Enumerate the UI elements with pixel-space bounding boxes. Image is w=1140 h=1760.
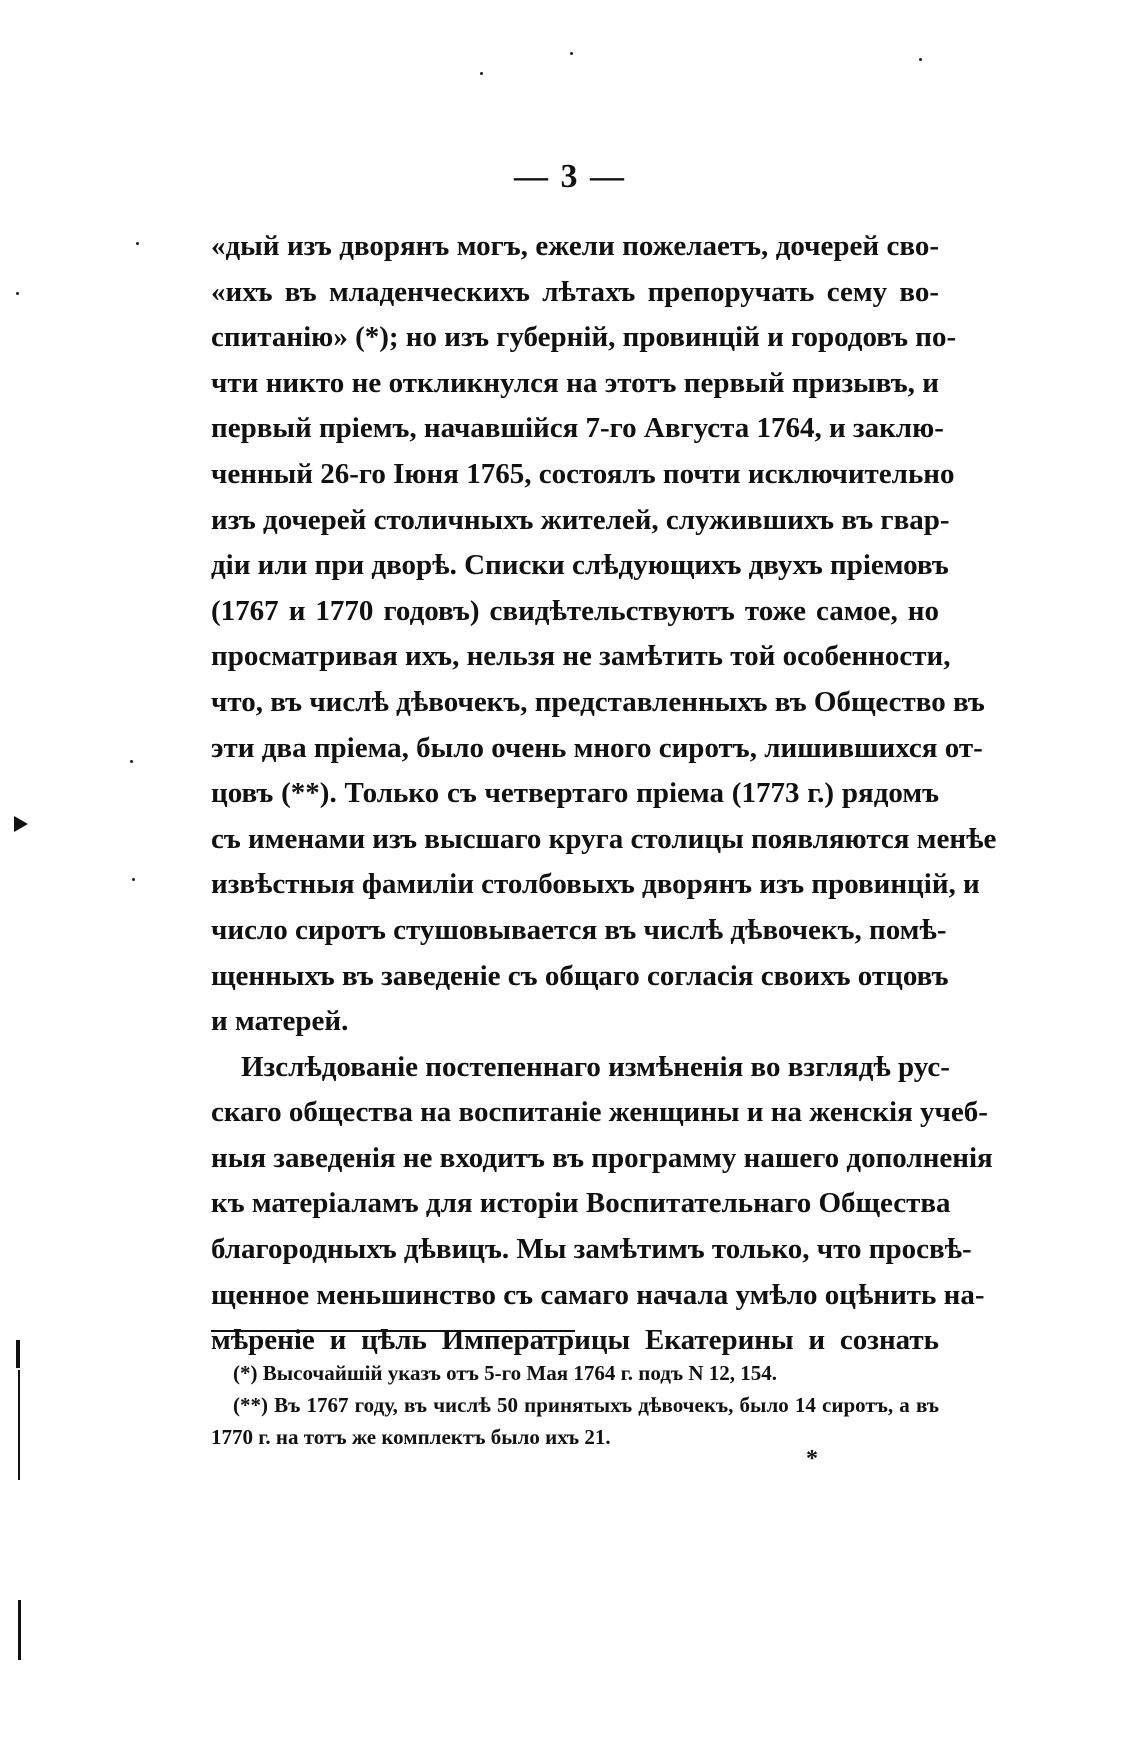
text-line: щенныхъ въ заведеніе съ общаго согласія своихъ отцовъ [211,959,949,992]
footnote-2-continuation: 1770 г. на тотъ же комплектъ было ихъ 21. [211,1425,611,1449]
text-line: и матерей. [211,1005,349,1038]
footnote-1: (*) Высочайшій указъ отъ 5-го Мая 1764 г. подъ N 12, 154. [233,1361,778,1385]
text-line: діи или при дворѣ. Списки слѣдующихъ двухъ пріемовъ [211,549,949,582]
text-line: что, въ числѣ дѣвочекъ, представленныхъ въ Общество въ [211,685,985,718]
body-text [211,224,997,1364]
scan-speck [570,52,573,55]
text-line: изъ дочерей столичныхъ жителей, служившихъ въ гвар- [211,503,950,536]
text-line: чти никто не откликнулся на этотъ первый призывъ, и [211,366,939,399]
footnote-2: (**) Въ 1767 году, въ числѣ 50 принятыхъ дѣвочекъ, было 14 сиротъ, а въ [233,1393,939,1417]
margin-binding-mark [16,1340,20,1368]
text-line: къ матеріаламъ для исторіи Воспитательнаго Общества [211,1187,951,1220]
text-line: Изслѣдованіе постепеннаго измѣненія во взглядѣ рус- [241,1050,950,1083]
text-line: число сиротъ стушовывается въ числѣ дѣвочекъ, помѣ- [211,913,947,946]
text-line: эти два пріема, было очень много сиротъ, лишившихся от- [211,731,983,764]
text-line: просматривая ихъ, нельзя не замѣтить той особенности, [211,640,951,673]
text-line: (1767 и 1770 годовъ) свидѣтельствуютъ тоже самое, но [211,594,939,627]
text-line: съ именами изъ высшаго круга столицы появляются менѣе [211,822,997,855]
text-line: мѣреніе и цѣль Императрицы Екатерины и сознать [211,1324,939,1357]
text-line: скаго общества на воспитаніе женщины и на женскія учеб- [211,1096,988,1129]
signature-mark: * [806,1446,818,1472]
text-line: «дый изъ дворянъ могъ, ежели пожелаетъ, дочерей сво- [211,230,939,262]
text-line: первый пріемъ, начавшійся 7-го Августа 1764, и заклю- [211,412,944,445]
scan-speck [16,292,19,295]
scan-speck [136,242,139,245]
text-line: благородныхъ дѣвицъ. Мы замѣтимъ только, что просвѣ- [211,1233,972,1266]
scan-speck [130,760,133,763]
scan-speck [480,72,483,75]
scan-speck [132,878,135,881]
scan-speck [919,58,922,61]
footnotes [211,1357,939,1453]
text-line: ныя заведенія не входитъ въ программу нашего дополненія [211,1141,993,1174]
text-line: «ихъ въ младенческихъ лѣтахъ препоручать сему во- [211,275,939,308]
text-line: цовъ (**). Только съ четвертаго пріема (1773 г.) рядомъ [211,777,939,810]
text-line: ченный 26-го Іюня 1765, состоялъ почти исключительно [211,457,955,490]
margin-arrow-icon [14,816,28,832]
text-line: спитанію» (*); но изъ губерній, провинцій и городовъ по- [211,321,957,354]
margin-binding-mark [18,1370,20,1480]
footnote-divider [211,1330,575,1332]
margin-binding-mark [18,1600,21,1660]
text-line: щенное меньшинство съ самаго начала умѣло оцѣнить на- [211,1278,985,1311]
text-line: извѣстныя фамиліи столбовыхъ дворянъ изъ провинцій, и [211,868,980,901]
page-number: — 3 — [514,158,626,195]
